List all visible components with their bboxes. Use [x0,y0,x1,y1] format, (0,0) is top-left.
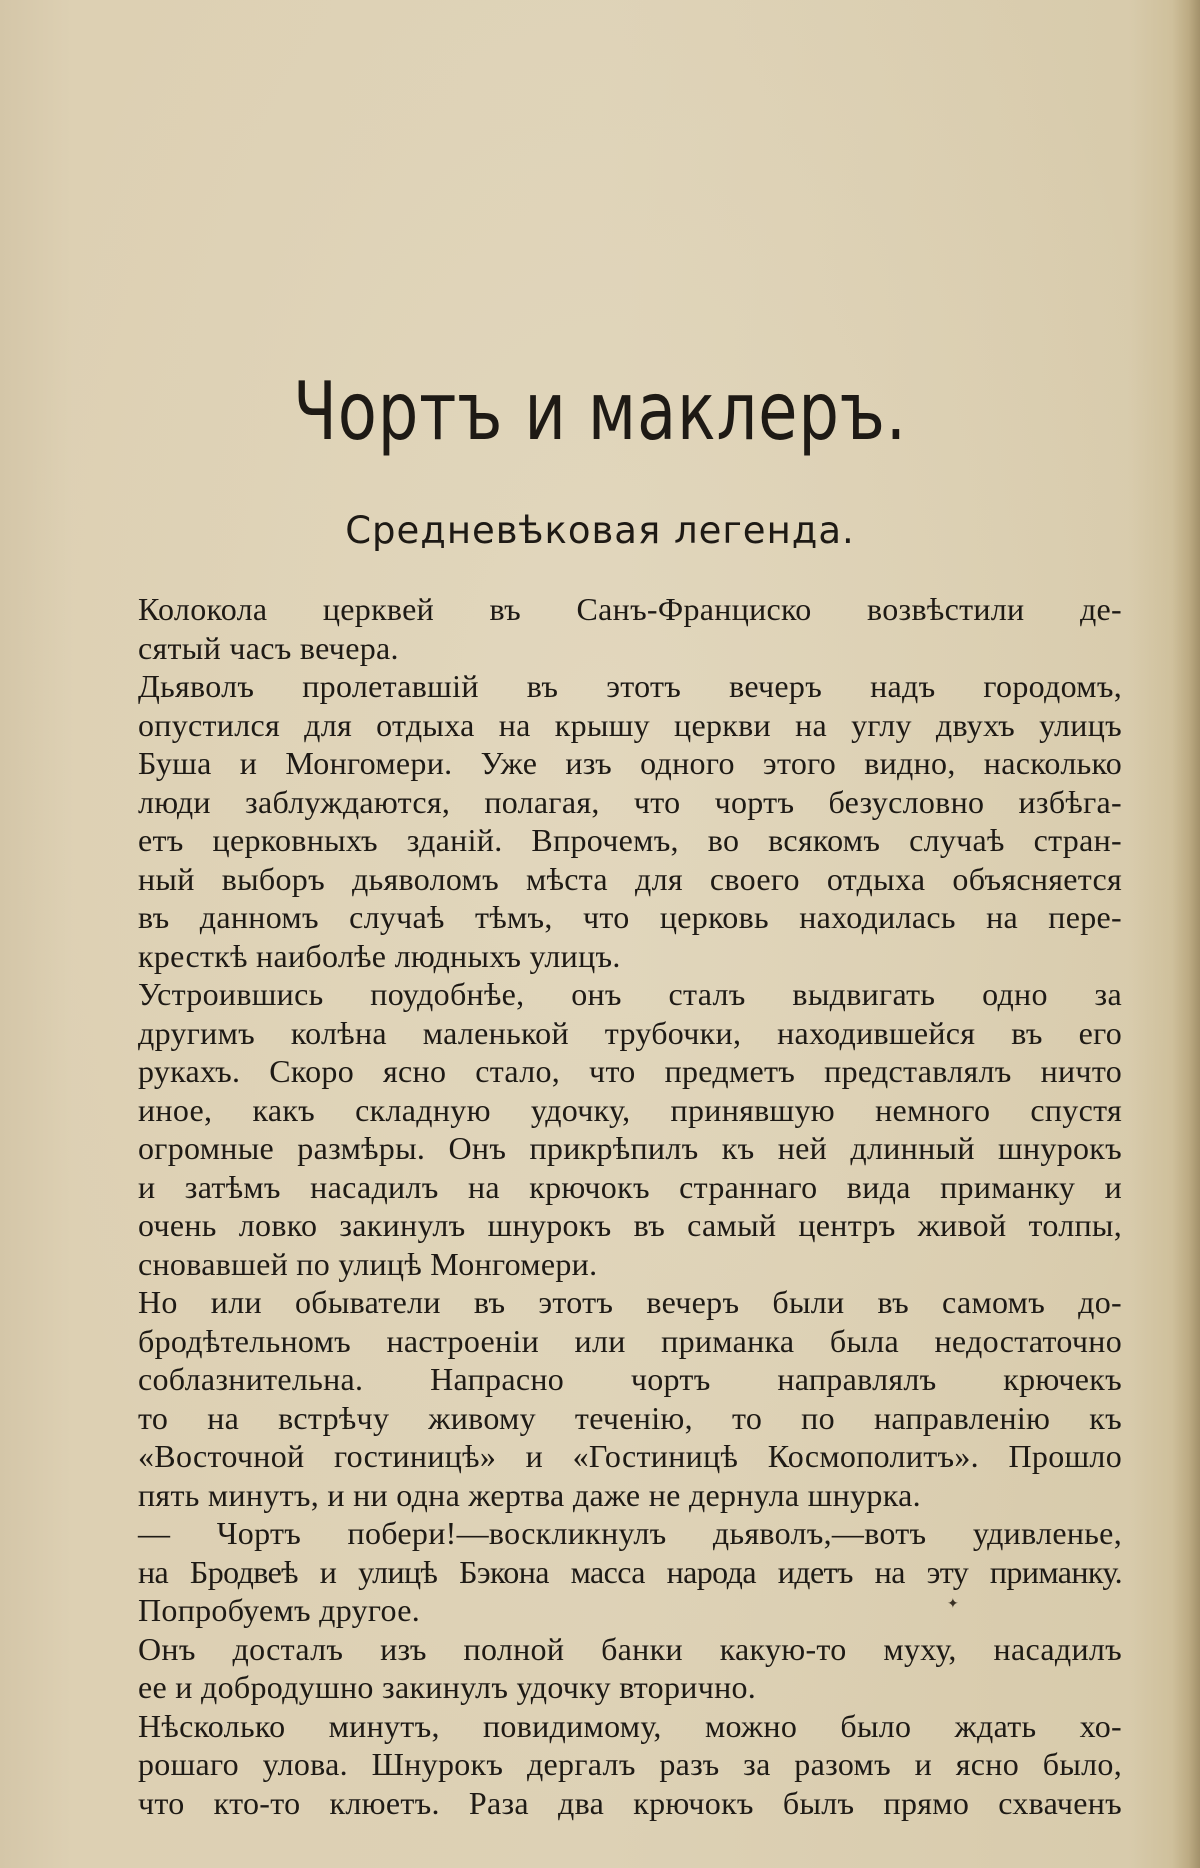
paragraph [106,667,1122,975]
text-line: огромные размѣры. Онъ прикрѣпилъ къ ней длинный шнурокъ [138,1130,1122,1166]
text-line: кресткѣ наиболѣе людныхъ улицъ. [138,937,621,974]
text-line: Колокола церквей въ Санъ-Франциско возвѣстили де- [138,591,1122,627]
text-line: то на встрѣчу живому теченію, то по направленію къ [138,1399,1122,1436]
chapter-title: Чортъ и маклеръ. [293,365,907,458]
text-line: Дьяволъ пролетавшій въ этотъ вечеръ надъ городомъ, [138,668,1122,704]
text-line: бродѣтельномъ настроеніи или приманка была недостаточно [138,1322,1122,1359]
text-line: рукахъ. Скоро ясно стало, что предметъ представлялъ ничто [138,1053,1122,1089]
text-line: ее и добродушно закинулъ удочку вторично. [138,1669,757,1705]
text-line: соблазнительна. Напрасно чортъ направлялъ крючекъ [138,1361,1122,1397]
text-line: — Чортъ побери!—воскликнулъ дьяволъ,—вотъ удивленье, [138,1515,1122,1551]
paragraph [106,1630,1122,1707]
text-line: Попробуемъ другое. [138,1592,421,1628]
body-text [106,590,1122,1822]
paragraph [106,1514,1122,1630]
text-line: въ данномъ случаѣ тѣмъ, что церковь находилась на пере- [138,899,1122,935]
text-line: что кто-то клюетъ. Раза два крючокъ былъ прямо схваченъ [138,1784,1122,1821]
page-edge-shadow [1172,0,1200,1868]
text-line: сновавшей по улицѣ Монгомери. [138,1245,598,1282]
text-line: Буша и Монгомери. Уже изъ одного этого видно, насколько [138,745,1122,781]
text-line: етъ церковныхъ зданій. Впрочемъ, во всякомъ случаѣ стран- [138,822,1122,858]
text-line: и затѣмъ насадилъ на крючокъ страннаго вида приманку и [138,1168,1122,1205]
text-line: пять минутъ, и ни одна жертва даже не дернула шнурка. [138,1476,921,1513]
text-line: «Восточной гостиницѣ» и «Гостиницѣ Космополитъ». Прошло [138,1438,1122,1474]
text-line: Онъ досталъ изъ полной банки какую-то муху, насадилъ [138,1630,1122,1667]
paragraph [106,975,1122,1283]
text-line: ный выборъ дьяволомъ мѣста для своего отдыха объясняется [138,860,1122,897]
text-line: люди заблуждаются, полагая, что чортъ безусловно избѣга- [138,783,1122,820]
text-line: Устроившись поудобнѣе, онъ сталъ выдвигать одно за [138,976,1122,1012]
paragraph [106,590,1122,667]
chapter-subtitle: Средневѣковая легенда. [345,509,855,552]
paragraph [106,1283,1122,1514]
text-line: рошаго улова. Шнурокъ дергалъ разъ за разомъ и ясно было, [138,1746,1122,1782]
text-line: Нѣсколько минутъ, повидимому, можно было ждать хо- [138,1707,1122,1744]
text-line: другимъ колѣна маленькой трубочки, находившейся въ его [138,1014,1122,1051]
text-line: опустился для отдыха на крышу церкви на углу двухъ улицъ [138,706,1122,743]
text-line: Но или обыватели въ этотъ вечеръ были въ самомъ до- [138,1284,1122,1320]
ink-speck-icon: ✦ [947,1597,959,1612]
text-line: очень ловко закинулъ шнурокъ въ самый центръ живой толпы, [138,1207,1122,1243]
paragraph [106,1707,1122,1823]
text-line: на Бродвеѣ и улицѣ Бэкона масса народа идетъ на эту приманку. [138,1553,1122,1590]
text-line: сятый часъ вечера. [138,629,399,666]
text-line: иное, какъ складную удочку, принявшую немного спустя [138,1091,1122,1128]
